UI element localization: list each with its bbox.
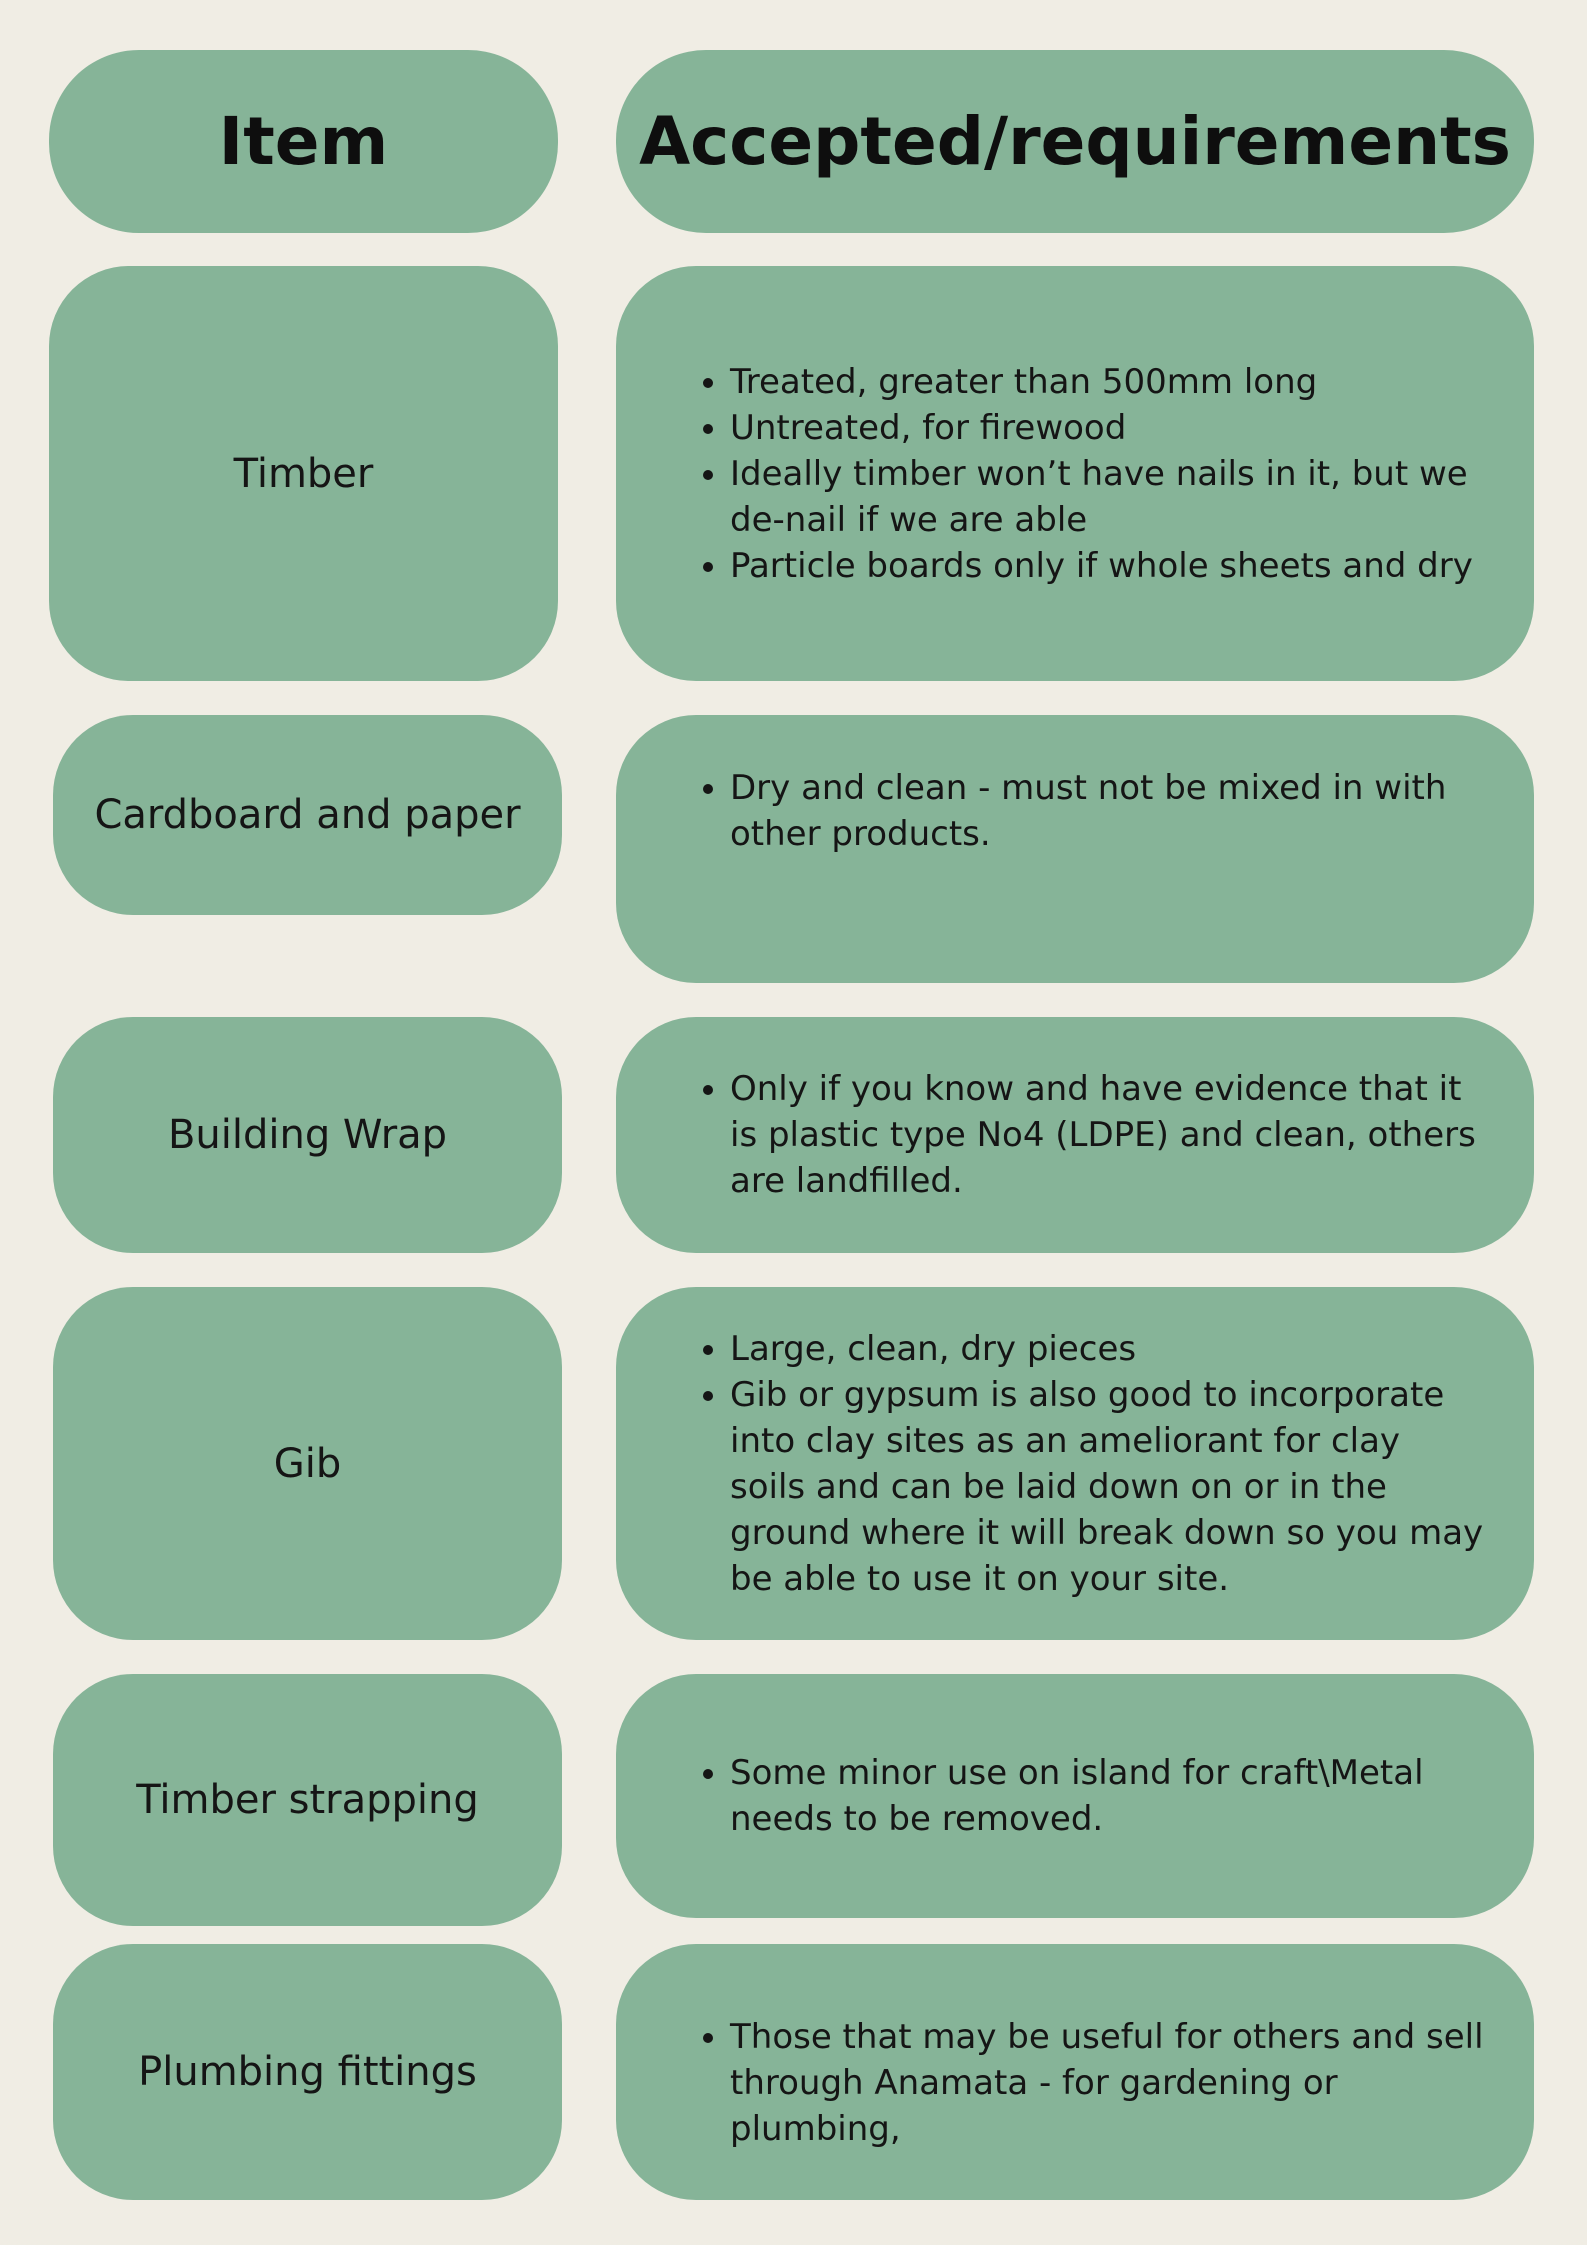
item-cell-timber [49,266,558,681]
requirements-list [684,1326,1484,1602]
item-cell-cardboard [53,715,562,915]
requirements-cell-timber-strapping [616,1674,1534,1918]
header-item [49,50,558,233]
requirement-item: • Dry and clean - must not be mixed in with other products. [730,765,1484,857]
requirement-item: • Some minor use on island for craft\Metal needs to be removed. [730,1750,1484,1842]
requirement-item: • Treated, greater than 500mm long [730,359,1484,405]
requirements-cell-building-wrap [616,1017,1534,1253]
requirements-cell-gib [616,1287,1534,1640]
requirements-list [684,1750,1484,1842]
item-label: Plumbing fittings [138,2049,477,2095]
requirement-item: • Particle boards only if whole sheets and dry [730,543,1484,589]
header-requirements [616,50,1534,233]
item-label: Timber strapping [136,1777,479,1823]
requirements-list [684,359,1484,589]
item-cell-building-wrap [53,1017,562,1253]
requirement-item: • Ideally timber won’t have nails in it, but we de-nail if we are able [730,451,1484,543]
item-cell-gib [53,1287,562,1640]
requirement-item: • Large, clean, dry pieces [730,1326,1484,1372]
header-item-label: Item [218,103,389,180]
requirement-item: • Those that may be useful for others and sell through Anamata - for gardening or plumbing, [730,2014,1484,2152]
item-cell-timber-strapping [53,1674,562,1926]
requirement-item: • Only if you know and have evidence that it is plastic type No4 (LDPE) and clean, others are landfilled. [730,1066,1484,1204]
item-label: Timber [233,450,374,497]
requirements-list [684,1066,1484,1204]
requirement-item: • Gib or gypsum is also good to incorporate into clay sites as an ameliorant for clay soils and can be laid down on or in the ground where it will break down so you may be able to use it on your site. [730,1372,1484,1602]
item-label: Cardboard and paper [94,792,521,838]
item-cell-plumbing-fittings [53,1944,562,2200]
item-label: Gib [273,1440,342,1487]
requirements-list [684,2014,1484,2152]
requirements-cell-cardboard [616,715,1534,983]
header-requirements-label: Accepted/requirements [639,103,1511,180]
requirements-cell-timber [616,266,1534,681]
requirements-list [684,765,1484,857]
requirements-cell-plumbing-fittings [616,1944,1534,2200]
item-label: Building Wrap [167,1112,448,1158]
requirement-item: • Untreated, for firewood [730,405,1484,451]
